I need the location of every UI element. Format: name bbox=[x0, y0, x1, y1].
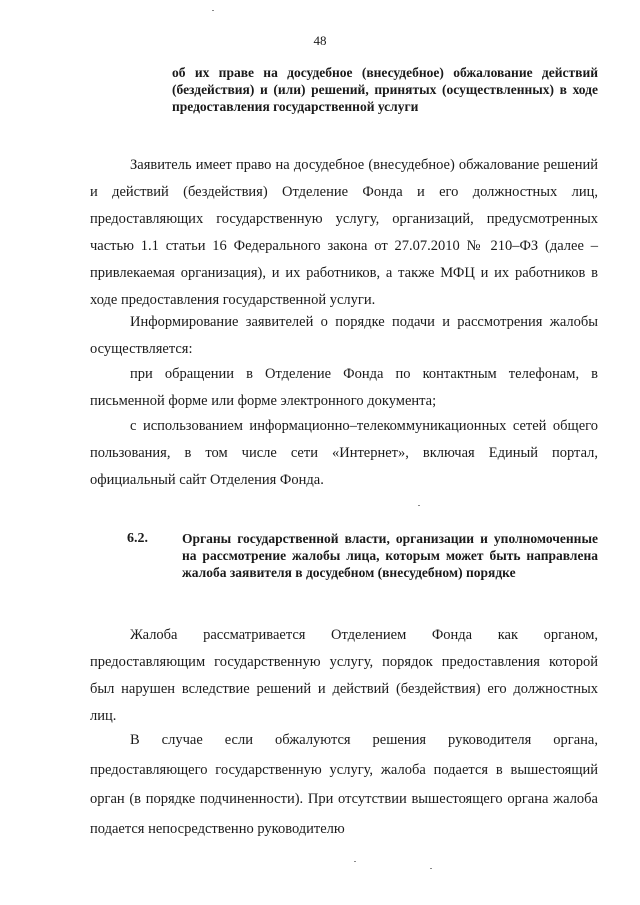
section-heading-6-2: Органы государственной власти, организации и уполномоченные на рассмотрение жалобы лица, которым может быть направлена жалоба заявителя в досудебном (внесудебном) порядке bbox=[182, 531, 598, 580]
scan-speck bbox=[354, 861, 356, 862]
scan-speck bbox=[212, 10, 214, 11]
paragraph-right-to-appeal: Заявитель имеет право на досудебное (внесудебное) обжалование решений и действий (бездействия) Отделение Фонда и его должностных лиц, предоставляющих государственную услугу, организаций, предусмотренных частью 1.1 статьи 16 Федерального закона от 27.07.2010 № 210–ФЗ (далее – привлекаемая организация), и их работников, а также МФЦ и их работников в ходе предоставления государственной услуги. bbox=[90, 157, 598, 308]
scan-speck bbox=[430, 868, 432, 869]
scan-speck bbox=[418, 505, 420, 506]
section-number: 6.2. bbox=[127, 531, 148, 546]
paragraph-informing-internet: с использованием информационно–телекоммуникационных сетей общего пользования, в том числе сети «Интернет», включая Единый портал, официальный сайт Отделения Фонда. bbox=[90, 418, 598, 488]
paragraph-informing-intro: Информирование заявителей о порядке подачи и рассмотрения жалобы осуществляется: bbox=[90, 314, 598, 357]
page-number: 48 bbox=[313, 33, 327, 48]
paragraph-informing-phone: при обращении в Отделение Фонда по контактным телефонам, в письменной форме или форме электронного документа; bbox=[90, 366, 598, 409]
paragraph-complaint-review: Жалоба рассматривается Отделением Фонда как органом, предоставляющим государственную услугу, порядок предоставления которой был нарушен вследствие решений и действий (бездействия) его должностных лиц. bbox=[90, 627, 598, 724]
paragraph-superior-body: В случае если обжалуются решения руководителя органа, предоставляющего государственную услугу, жалоба подается в вышестоящий орган (в порядке подчиненности). При отсутствии вышестоящего органа жалоба подается непосредственно руководителю bbox=[90, 732, 598, 837]
section-heading-continued: об их праве на досудебное (внесудебное) обжалование действий (бездействия) и (или) решений, принятых (осуществленных) в ходе предоставления государственной услуги bbox=[172, 65, 598, 114]
